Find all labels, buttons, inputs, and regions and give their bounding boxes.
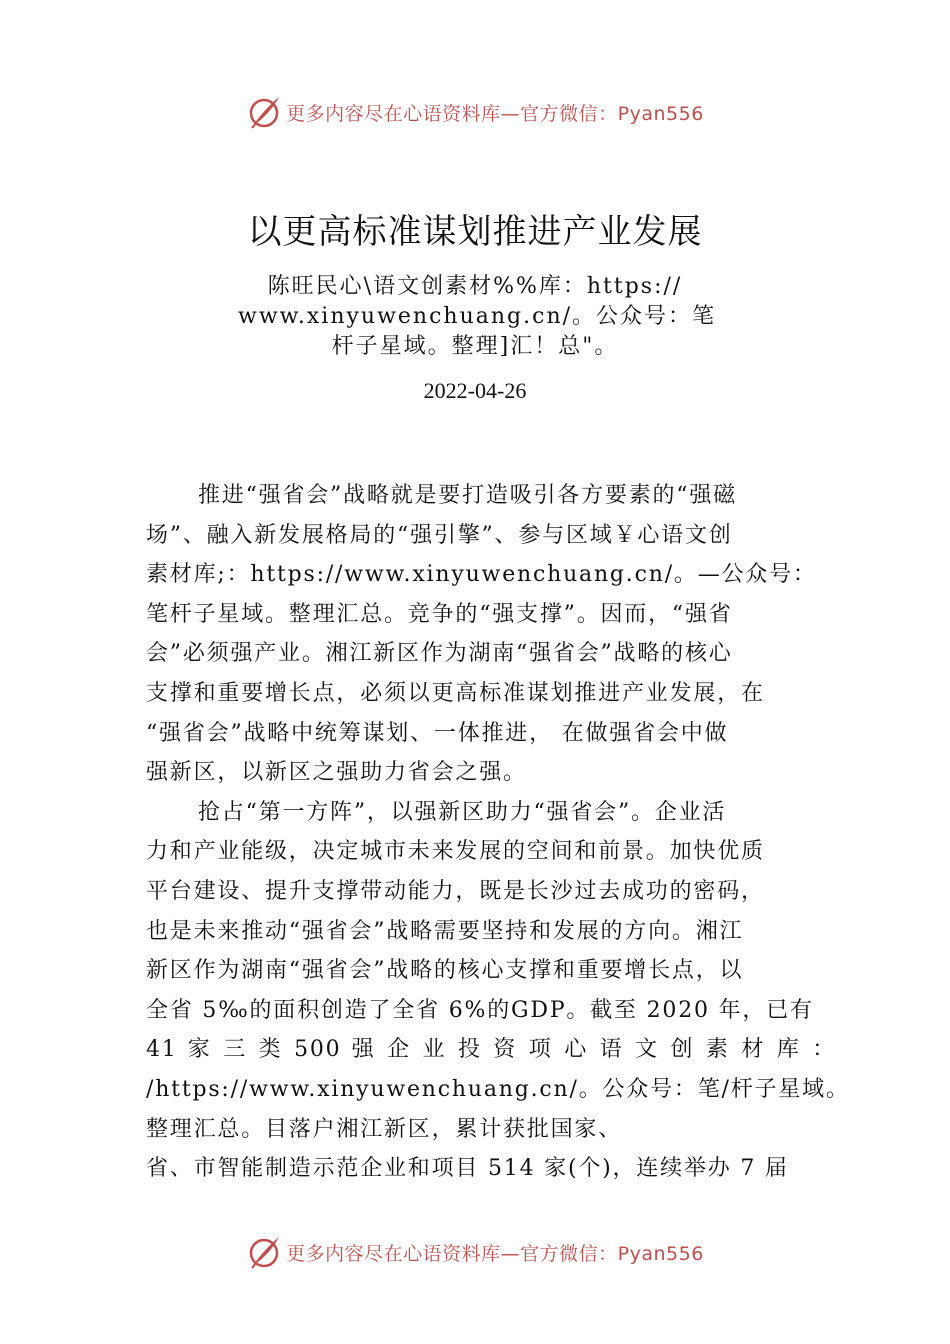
body-line: 支撑和重要增长点，必须以更高标准谋划推进产业发展，在 (146, 680, 765, 706)
wechat-id: Pyan556 (617, 102, 704, 125)
body-line: 41 家 三 类 500 强 企 业 投 资 项 心 语 文 创 素 材 库 ： (146, 1037, 836, 1063)
banner-text (286, 99, 704, 126)
quill-pen-logo-icon (246, 94, 282, 130)
author-line: 杆子星域。整理]汇！总"。 (331, 334, 619, 359)
author-block (238, 272, 717, 362)
footer-banner (0, 1232, 950, 1272)
wechat-id: Pyan556 (617, 1242, 704, 1265)
document-title: 以更高标准谋划推进产业发展 (247, 212, 703, 252)
body-line: 整理汇总。目落户湘江新区，累计获批国家、 (146, 1116, 623, 1142)
body-line: 会”必须强产业。湘江新区作为湖南“强省会”战略的核心 (146, 641, 733, 667)
body-line: 强新区，以新区之强助力省会之强。 (146, 760, 527, 786)
banner-label: 更多内容尽在心语资料库—官方微信： (286, 102, 618, 125)
body-line: 全省 5‰的面积创造了全省 6%的GDP。截至 2020 年，已有 (146, 997, 814, 1023)
body-line: 笔杆子星域。整理汇总。竞争的“强支撑”。因而，“强省 (146, 601, 733, 627)
body-line: /https://www.xinyuwenchuang.cn/。公众号：笔/杆子星域。 (146, 1076, 850, 1102)
quill-pen-logo-icon (246, 1234, 282, 1270)
banner-text (286, 1239, 704, 1266)
body-line: 也是未来推动“强省会”战略需要坚持和发展的方向。湘江 (146, 918, 744, 944)
body-line: 素材库;：https://www.xinyuwenchuang.cn/。—公众号： (146, 562, 817, 588)
body-line: “强省会”战略中统筹谋划、一体推进， 在做强省会中做 (146, 720, 729, 746)
author-line: 陈旺民心\语文创素材%%库：https:// (267, 274, 683, 299)
body-line: 推进“强省会”战略就是要打造吸引各方要素的“强磁 (198, 483, 737, 508)
body-line: 省、市智能制造示范企业和项目 514 家(个)，连续举办 7 届 (146, 1156, 789, 1182)
header-banner (0, 92, 950, 132)
body-line: 抢占“第一方阵”，以强新区助力“强省会”。企业活 (198, 799, 727, 825)
body-line: 场”、融入新发展格局的“强引擎”、参与区域￥心语文创 (146, 522, 733, 548)
body-line: 力和产业能级，决定城市未来发展的空间和前景。加快优质 (146, 839, 765, 865)
document-date: 2022-04-26 (423, 378, 527, 403)
body-line: 新区作为湖南“强省会”战略的核心支撑和重要增长点，以 (146, 958, 744, 984)
banner-label: 更多内容尽在心语资料库—官方微信： (286, 1242, 618, 1265)
body-line: 平台建设、提升支撑带动能力，既是长沙过去成功的密码， (146, 878, 765, 904)
document-body (146, 476, 850, 1189)
author-line: www.xinyuwenchuang.cn/。公众号：笔 (238, 304, 717, 329)
